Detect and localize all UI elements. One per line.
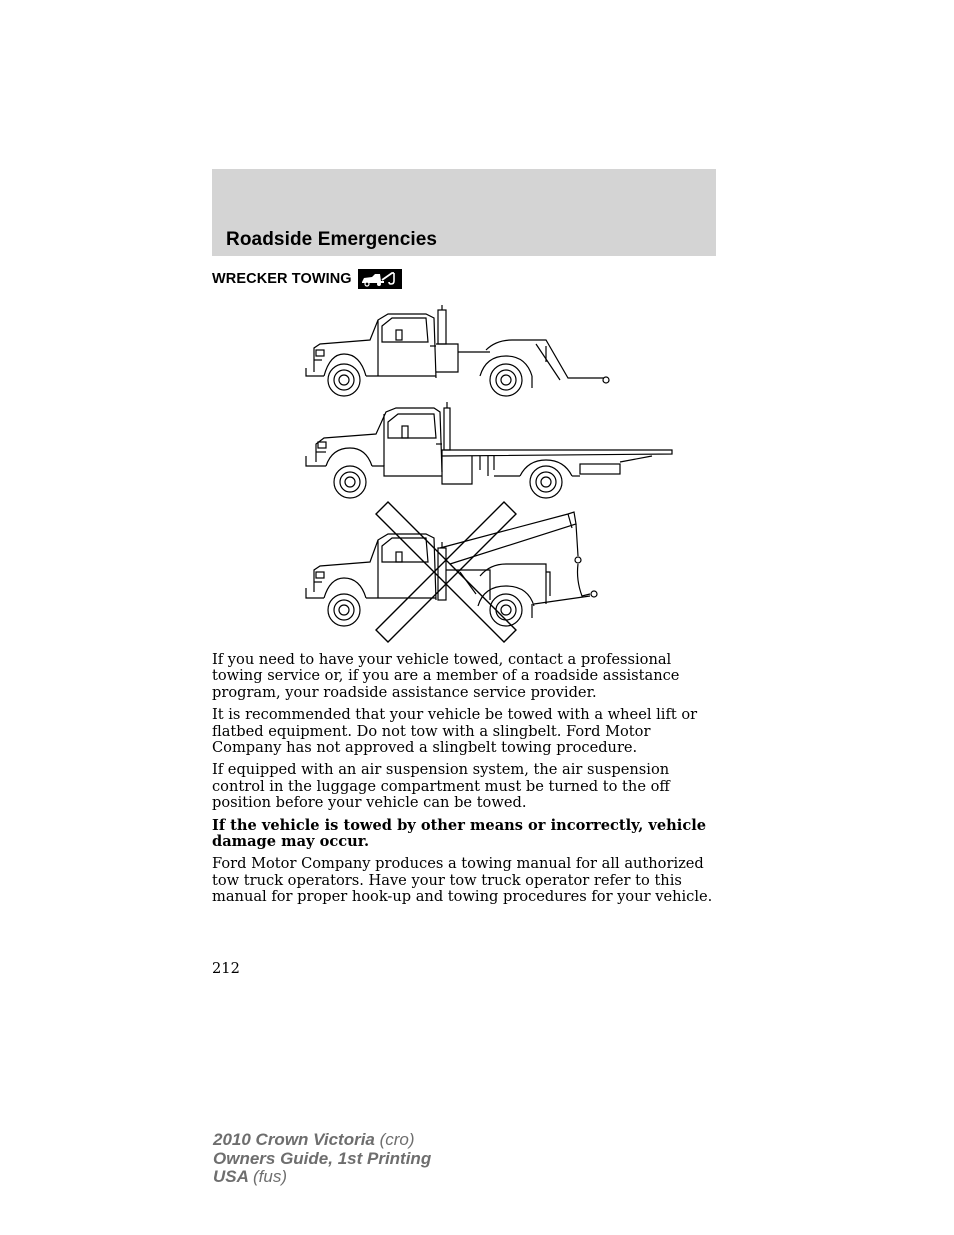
footer-line-model: [213, 1131, 431, 1150]
paragraph-air-suspension: If equipped with an air suspension system, the air suspension control in the luggage compartment must be turned to the off position before your vehicle can be towed.: [212, 761, 670, 812]
body-text: [212, 652, 718, 912]
slingbelt-tow-truck: [300, 500, 680, 645]
footer-line-printing: Owners Guide, 1st Printing: [213, 1148, 432, 1168]
document-footer: [213, 1131, 431, 1187]
section-title: Roadside Emergencies: [226, 229, 438, 250]
flatbed-tow-truck: [300, 400, 680, 500]
section-header: [212, 169, 716, 256]
paragraph-damage-warning: If the vehicle is towed by other means or incorrectly, vehicle damage may occur.: [212, 816, 707, 851]
footer-model-code: (cro): [379, 1130, 415, 1149]
paragraph-wheel-lift-recommendation: It is recommended that your vehicle be towed with a wheel lift or flatbed equipment. Do not tow with a slingbelt. Ford Motor Company has not approved a slingbelt towing procedure.: [212, 706, 698, 757]
subsection-title: WRECKER TOWING: [212, 271, 352, 287]
page-number: 212: [212, 960, 240, 977]
tow-truck-illustrations: [300, 300, 680, 645]
footer-market-code: (fus): [253, 1167, 287, 1186]
footer-model: 2010 Crown Victoria: [213, 1130, 375, 1149]
paragraph-towing-manual: Ford Motor Company produces a towing manual for all authorized tow truck operators. Have your tow truck operator refer to this manual for proper hook-up and towing procedures for your vehicle.: [212, 855, 713, 906]
paragraph-contact-towing: If you need to have your vehicle towed, contact a professional towing service or, if you are a member of a roadside assistance program, your roadside assistance service provider.: [212, 651, 680, 701]
footer-line-market: [213, 1168, 431, 1187]
footer-market: USA: [213, 1167, 249, 1186]
subsection-heading: [212, 268, 402, 290]
wheel-lift-tow-truck: [300, 300, 680, 400]
wrecker-towing-icon: [358, 269, 402, 289]
